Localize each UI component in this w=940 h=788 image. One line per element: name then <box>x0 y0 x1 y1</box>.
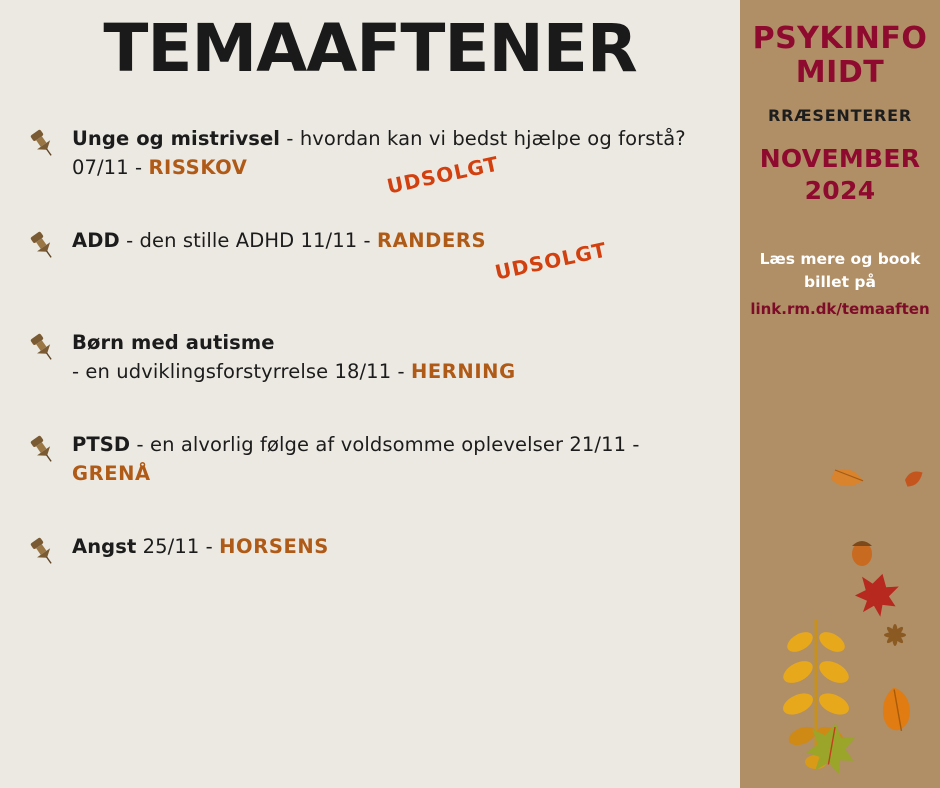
event-text <box>72 431 712 488</box>
event-title: ADD <box>72 229 120 253</box>
list-item[interactable] <box>26 227 720 287</box>
status-badge: UDSOLGT <box>384 151 501 199</box>
event-title: PTSD <box>72 433 131 457</box>
brand-line-1: PSYKINFO <box>752 21 928 56</box>
status-badge: UDSOLGT <box>492 237 609 285</box>
brand-name <box>740 0 940 90</box>
event-city: GRENÅ <box>72 461 151 485</box>
year-label: 2024 <box>804 175 876 205</box>
pushpin-icon <box>26 329 72 365</box>
event-details: - en alvorlig følge af voldsomme oplevelser 21/11 - <box>130 433 640 457</box>
pushpin-icon <box>26 431 72 467</box>
list-item[interactable] <box>26 533 720 593</box>
booking-info <box>740 248 940 321</box>
pushpin-icon <box>26 227 72 263</box>
event-text <box>72 329 516 386</box>
event-details: - den stille ADHD 11/11 - <box>119 229 377 253</box>
event-city: HERNING <box>410 359 516 383</box>
event-title: Angst <box>72 535 137 559</box>
event-city: RANDERS <box>376 229 487 253</box>
list-item[interactable] <box>26 329 720 389</box>
booking-link[interactable]: link.rm.dk/temaaften <box>750 300 930 319</box>
event-city: RISSKOV <box>148 155 248 179</box>
events-list <box>0 125 740 593</box>
event-title: Unge og mistrivsel <box>72 127 281 151</box>
brand-line-2: MIDT <box>795 55 885 91</box>
presents-label: RRÆSENTERER <box>767 106 913 126</box>
month-year <box>740 143 940 206</box>
event-text <box>72 227 486 255</box>
booking-text: Læs mere og book billet på <box>759 249 921 292</box>
event-details: - hvordan kan vi bedst hjælpe og forstå? 07/11 - <box>72 127 686 179</box>
month-label: NOVEMBER <box>759 144 921 174</box>
pushpin-icon <box>26 533 72 569</box>
list-item[interactable] <box>26 431 720 491</box>
list-item[interactable] <box>26 125 720 199</box>
page-title: TEMAAFTENER <box>103 10 637 87</box>
event-details: 25/11 - <box>136 535 220 559</box>
event-title: Børn med autisme <box>72 331 275 355</box>
event-text <box>72 533 329 561</box>
event-city: HORSENS <box>219 535 329 559</box>
sidebar <box>740 0 940 788</box>
pushpin-icon <box>26 125 72 161</box>
event-details: - en udviklingsforstyrrelse 18/11 - <box>72 359 411 383</box>
